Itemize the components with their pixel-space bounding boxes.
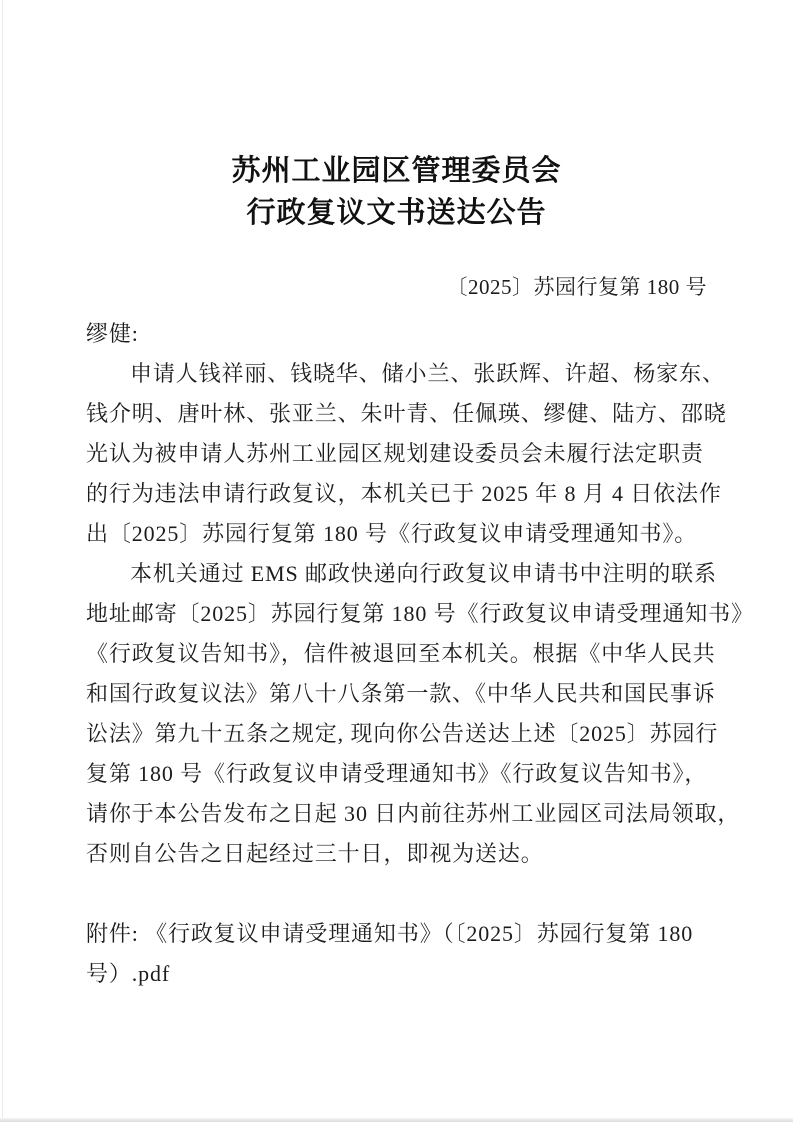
body-line: 的行为违法申请行政复议，本机关已于 2025 年 8 月 4 日依法作 (86, 481, 722, 506)
document-title-line-1: 苏州工业园区管理委员会 (231, 155, 562, 187)
body-line: 本机关通过 EMS 邮政快递向行政复议申请书中注明的联系 (130, 561, 717, 586)
document-title-line-2: 行政复议文书送达公告 (246, 197, 547, 229)
salutation: 缪健: (86, 321, 139, 346)
body-line: 钱介明、唐叶林、张亚兰、朱叶青、任佩瑛、缪健、陆方、邵晓 (86, 401, 727, 426)
document-number: 〔2025〕苏园行复第 180 号 (446, 275, 707, 299)
scan-edge-artifact-left (2, 0, 3, 1122)
document-title (86, 150, 707, 234)
scan-edge-artifact-bottom (0, 1118, 793, 1122)
body-line: 地址邮寄〔2025〕苏园行复第 180 号《行政复议申请受理通知书》 (86, 601, 754, 626)
body-line: 请你于本公告发布之日起 30 日内前往苏州工业园区司法局领取， (86, 801, 741, 826)
document-body (86, 314, 754, 994)
attachment-note (86, 914, 707, 994)
attachment-line: 附件: 《行政复议申请受理通知书》（〔2025〕苏园行复第 180 (86, 921, 694, 946)
body-line: 和国行政复议法》第八十八条第一款、《中华人民共和国民事诉 (86, 681, 716, 706)
body-line: 讼法》第九十五条之规定, 现向你公告送达上述〔2025〕苏园行 (86, 721, 719, 746)
paragraph-2 (86, 554, 754, 874)
body-line: 否则自公告之日起经过三十日，即视为送达。 (86, 841, 544, 866)
body-line: 光认为被申请人苏州工业园区规划建设委员会未履行法定职责 (86, 441, 704, 466)
paragraph-1 (86, 354, 727, 554)
body-line: 出〔2025〕苏园行复第 180 号《行政复议申请受理通知书》。 (86, 521, 698, 546)
body-line: 申请人钱祥丽、钱晓华、储小兰、张跃辉、许超、杨家东、 (130, 361, 725, 386)
body-line: 复第 180 号《行政复议申请受理通知书》《行政复议告知书》， (86, 761, 708, 786)
attachment-line: 号）.pdf (86, 961, 171, 986)
body-line: 《行政复议告知书》，信件被退回至本机关。根据《中华人民共 (86, 641, 716, 666)
